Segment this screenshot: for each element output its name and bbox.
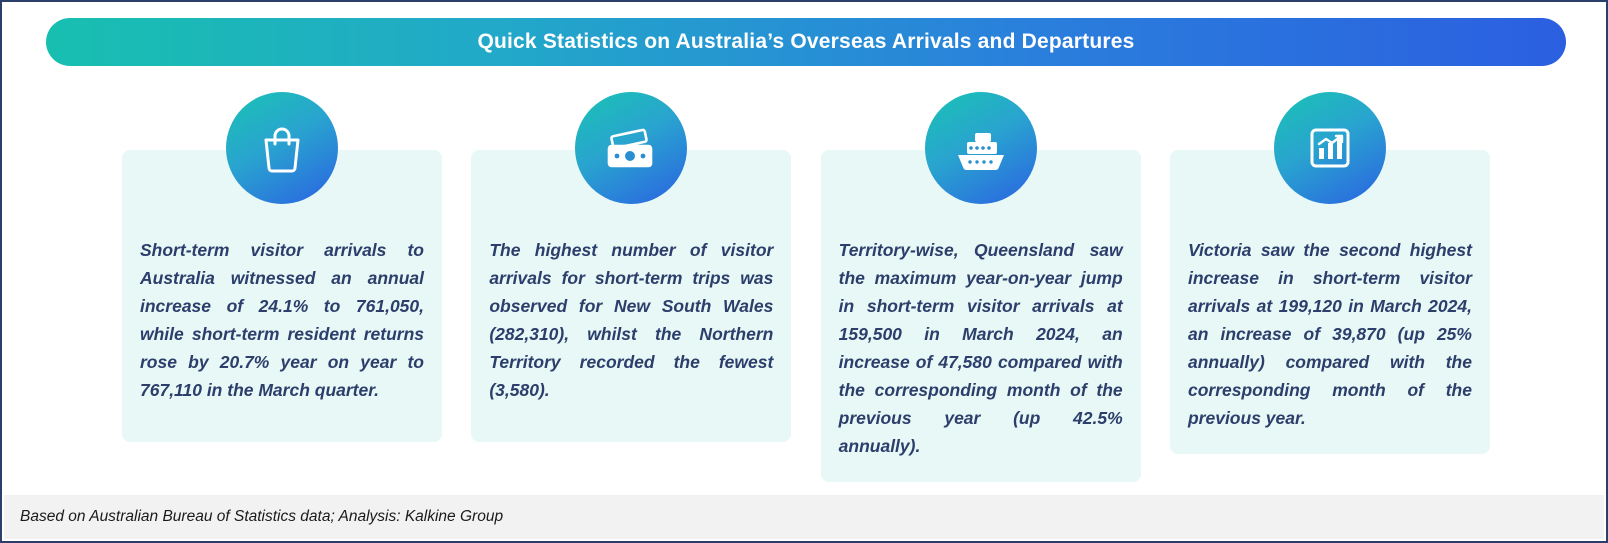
statistic-card xyxy=(471,92,791,462)
bar-chart-growth-icon xyxy=(1274,92,1386,204)
statistic-card-text: Victoria saw the second highest increase in short-term visitor arrivals at 199,120 in March 2024, an increase of 39,870 (up 25% annually) compared with the corresponding month of the previous year. xyxy=(1187,240,1472,428)
page-title: Quick Statistics on Australia’s Overseas Arrivals and Departures xyxy=(477,30,1135,53)
statistic-card xyxy=(1170,92,1490,462)
source-text: Based on Australian Bureau of Statistics data; Analysis: Kalkine Group xyxy=(20,508,504,525)
cash-money-icon xyxy=(575,92,687,204)
cruise-ship-icon xyxy=(925,92,1037,204)
source-footer xyxy=(4,495,1604,539)
header-banner xyxy=(46,18,1566,66)
statistic-card xyxy=(122,92,442,462)
statistic-card-text: The highest number of visitor arrivals for short-term trips was observed for New South Wales (282,310), whilst the Northern Territory recorded the fewest (3,580). xyxy=(489,240,774,400)
shopping-bag-icon xyxy=(226,92,338,204)
statistic-card xyxy=(821,92,1141,462)
statistic-card-text: Territory-wise, Queensland saw the maximum year-on-year jump in short-term visitor arrivals at 159,500 in March 2024, an increase of 47,580 compared with the corresponding month of the previous year (up 42.5% annually). xyxy=(838,240,1123,456)
statistic-card-text: Short-term visitor arrivals to Australia witnessed an annual increase of 24.1% to 761,050, while short-term resident returns rose by 20.7% year on year to 767,110 in the March quarter. xyxy=(140,240,424,400)
statistics-card-list xyxy=(122,92,1490,462)
